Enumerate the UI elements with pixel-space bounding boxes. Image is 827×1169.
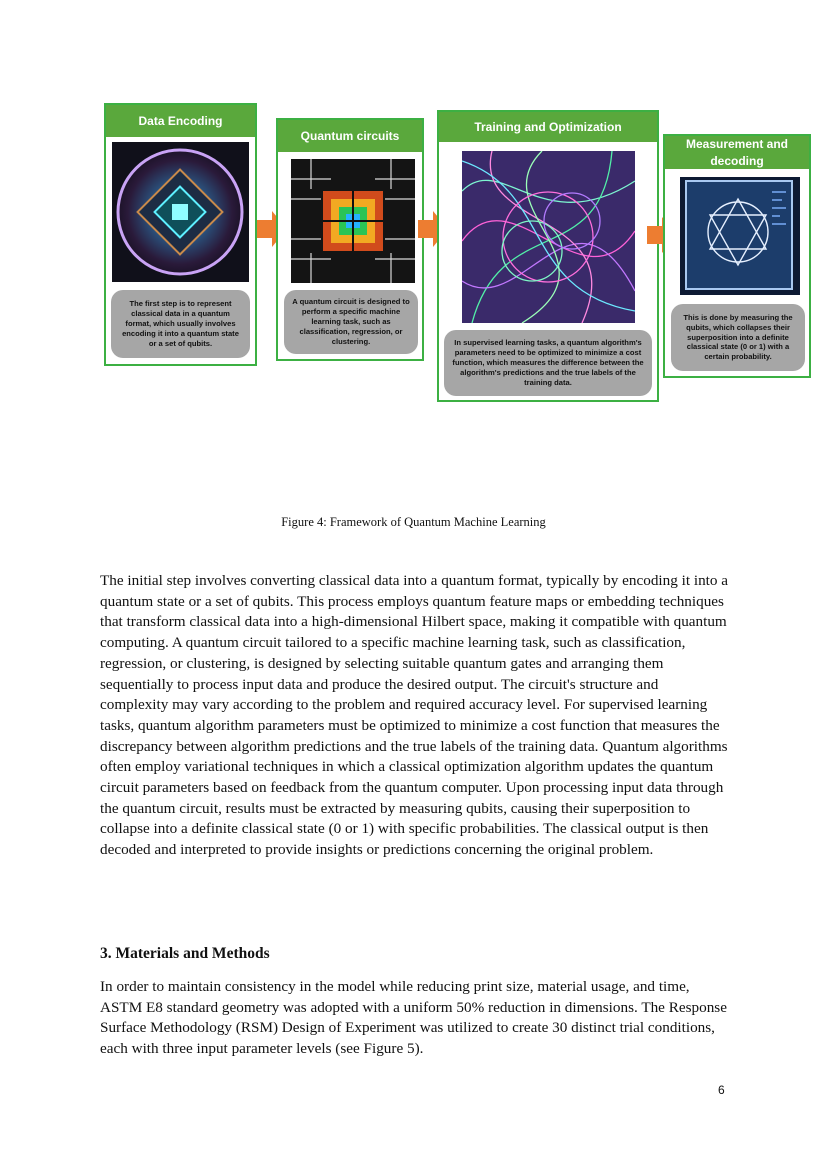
stage-title: Measurement and decoding [665, 136, 809, 169]
quantum-circuit-image [291, 159, 415, 283]
stage-title: Quantum circuits [278, 120, 422, 152]
stage-description: This is done by measuring the qubits, which collapses their superposition into a definite classical state (0 or 1) with a certain probability. [671, 304, 805, 371]
stage-data-encoding [104, 103, 257, 366]
stage-measurement-decoding [663, 134, 811, 378]
stage-title: Data Encoding [106, 105, 255, 137]
qml-framework-figure [0, 0, 827, 420]
stage-training-optimization [437, 110, 659, 402]
body-paragraph: In order to maintain consistency in the model while reducing print size, material usage, and time, ASTM E8 standard geometry was adopted with a uniform 50% reduction in dimensions. The Response Surface Methodology (RSM) Design of Experiment was utilized to create 30 distinct trial conditions, each with three input parameter levels (see Figure 5). [100, 978, 727, 1058]
section-heading: 3. Materials and Methods [100, 945, 270, 962]
stage-description: In supervised learning tasks, a quantum algorithm's parameters need to be optimized to minimize a cost function, which measures the difference between the algorithm's predictions and the true labels of the training data. [444, 330, 652, 396]
stage-quantum-circuits [276, 118, 424, 361]
measurement-decoding-image [680, 177, 800, 295]
body-paragraph: The initial step involves converting classical data into a quantum format, typically by encoding it into a quantum state or a set of qubits. This process employs quantum feature maps or embedding techniques that transform classical data into a high-dimensional Hilbert space, making it compatible with quantum computing. A quantum circuit tailored to a specific machine learning task, such as classification, regression, or clustering, is designed by selecting suitable quantum gates and arranging them sequentially to process input data and produce the desired output. The circuit's structure and complexity may vary according to the problem and required accuracy level. For supervised learning tasks, quantum algorithm parameters must be optimized to minimize a cost function that measures the discrepancy between algorithm predictions and the true labels of the training data. Quantum algorithms often employ variational techniques in which a classical optimization algorithm updates the quantum circuit parameters based on feedback from the quantum computer. Upon processing input data through the quantum circuit, results must be extracted by measuring qubits, causing their superposition to collapse into a definite classical state (0 or 1) with specific probabilities. The classical output is then decoded and interpreted to provide insights or predictions concerning the original problem. [100, 572, 729, 859]
training-optimization-image [462, 151, 635, 323]
stage-description: A quantum circuit is designed to perform a specific machine learning task, such as classification, regression, or clustering. [284, 290, 418, 354]
figure-caption: Figure 4: Framework of Quantum Machine Learning [281, 515, 546, 529]
page-number: 6 [718, 1083, 725, 1097]
data-encoding-image [112, 142, 249, 282]
stage-title: Training and Optimization [439, 112, 657, 142]
stage-description: The first step is to represent classical data in a quantum format, which usually involves encoding it into a quantum state or a set of qubits. [111, 290, 250, 358]
